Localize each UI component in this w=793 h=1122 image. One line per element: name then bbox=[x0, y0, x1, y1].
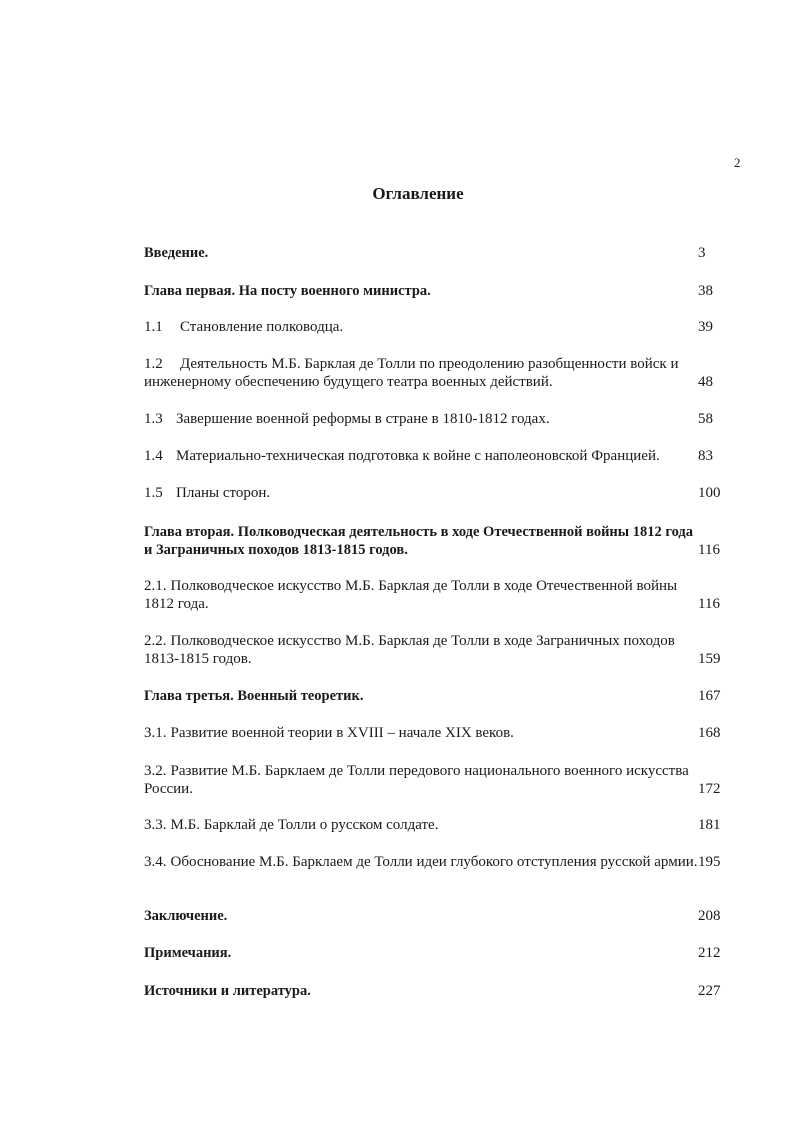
toc-entry bbox=[144, 762, 738, 798]
toc-entry-text bbox=[144, 907, 700, 925]
toc-entry-label: Глава вторая. Полководческая деятельность в ходе Отечественной войны 1812 года и Заграничных походов 1813-1815 годов. bbox=[144, 524, 693, 558]
toc-title: Оглавление bbox=[372, 184, 464, 203]
toc-entry-text bbox=[144, 577, 700, 613]
toc-entry-number: 1.2 bbox=[144, 356, 163, 372]
toc-entry-label: Источники и литература. bbox=[144, 983, 311, 999]
toc-entry bbox=[144, 816, 738, 834]
toc-entry bbox=[144, 523, 738, 559]
toc-entry-number: 1.4 bbox=[144, 448, 163, 464]
toc-entry bbox=[144, 687, 738, 705]
toc-entry bbox=[144, 484, 738, 502]
toc-entry-page: 38 bbox=[698, 283, 713, 299]
toc-entry-text bbox=[144, 816, 700, 834]
toc-entry-text bbox=[144, 484, 700, 502]
toc-entry-page: 100 bbox=[698, 485, 721, 501]
toc-entry bbox=[144, 447, 738, 465]
toc-entry-label: Примечания. bbox=[144, 945, 232, 961]
toc-entry-label: Материально-техническая подготовка к войне с наполеоновской Францией. bbox=[176, 448, 660, 464]
toc-entry-label: Деятельность М.Б. Барклая де Толли по преодолению разобщенности войск и инженерному обеспечению будущего театра военных действий. bbox=[144, 356, 679, 390]
toc-entry-label: Обоснование М.Б. Барклаем де Толли идеи глубокого отступления русской армии. bbox=[170, 854, 698, 870]
toc-entry-number: 3.4. bbox=[144, 854, 167, 870]
toc-entry bbox=[144, 410, 738, 428]
toc-entry-number: 3.2. bbox=[144, 763, 167, 779]
toc-entry-text bbox=[144, 982, 700, 1000]
toc-entry-label: Развитие военной теории в XVIII – начале XIX веков. bbox=[170, 725, 514, 741]
toc-entry-page: 116 bbox=[698, 542, 720, 558]
toc-entry-number: 3.1. bbox=[144, 725, 167, 741]
toc-entry-label: Глава первая. На посту военного министра. bbox=[144, 283, 431, 299]
toc-entry-page: 181 bbox=[698, 817, 721, 833]
toc-entry-page: 116 bbox=[698, 596, 720, 612]
toc-entry-text bbox=[144, 282, 700, 300]
toc-entry bbox=[144, 632, 738, 668]
page-number: 2 bbox=[734, 155, 741, 170]
toc-entry-label: Планы сторон. bbox=[176, 485, 271, 501]
toc-entry-page: 195 bbox=[698, 854, 721, 870]
toc-entry-label: Полководческое искусство М.Б. Барклая де Толли в ходе Отечественной войны 1812 года. bbox=[144, 578, 678, 612]
toc-entry-text bbox=[144, 687, 700, 705]
toc-entry-label: Полководческое искусство М.Б. Барклая де Толли в ходе Заграничных походов 1813-1815 годов. bbox=[144, 633, 675, 667]
toc-entry-text bbox=[144, 447, 700, 465]
toc-entry-label: Заключение. bbox=[144, 908, 228, 924]
toc-entry-text bbox=[144, 318, 700, 336]
toc-entry-page: 39 bbox=[698, 319, 713, 335]
toc-entry-page: 172 bbox=[698, 781, 721, 797]
toc-entry-page: 58 bbox=[698, 411, 713, 427]
toc-entry-page: 3 bbox=[698, 245, 706, 261]
toc-entry-label: Становление полководца. bbox=[180, 319, 344, 335]
toc-entry bbox=[144, 907, 738, 925]
toc-entry bbox=[144, 355, 738, 391]
toc-entry bbox=[144, 282, 738, 300]
toc-entry-label: Развитие М.Б. Барклаем де Толли передового национального военного искусства России. bbox=[144, 763, 689, 797]
toc-entry bbox=[144, 244, 738, 262]
toc-entry-number: 1.5 bbox=[144, 485, 163, 501]
toc-entry-text bbox=[144, 853, 700, 871]
toc-entry-page: 208 bbox=[698, 908, 721, 924]
toc-entry-page: 212 bbox=[698, 945, 721, 961]
toc-entry-page: 227 bbox=[698, 983, 721, 999]
toc-entry-number: 1.3 bbox=[144, 411, 163, 427]
toc-entry-page: 159 bbox=[698, 651, 721, 667]
toc-entry-number: 2.2. bbox=[144, 633, 167, 649]
toc-entry-number: 3.3. bbox=[144, 817, 167, 833]
toc-entry-text bbox=[144, 724, 700, 742]
toc-entry-label: Глава третья. Военный теоретик. bbox=[144, 688, 364, 704]
toc-entry-text bbox=[144, 244, 700, 262]
toc-entry-page: 168 bbox=[698, 725, 721, 741]
toc-entry-page: 167 bbox=[698, 688, 721, 704]
toc-entry bbox=[144, 318, 738, 336]
toc-entry-label: М.Б. Барклай де Толли о русском солдате. bbox=[170, 817, 439, 833]
toc-entry-page: 48 bbox=[698, 374, 713, 390]
toc-entry-text bbox=[144, 762, 700, 798]
toc-entry bbox=[144, 982, 738, 1000]
toc-entry-page: 83 bbox=[698, 448, 713, 464]
toc-entry-number: 1.1 bbox=[144, 319, 163, 335]
toc-entry-text bbox=[144, 355, 700, 391]
toc-entry bbox=[144, 577, 738, 613]
toc-entry-text bbox=[144, 410, 700, 428]
toc-entry bbox=[144, 944, 738, 962]
toc-entry bbox=[144, 853, 738, 871]
toc-entry-text bbox=[144, 944, 700, 962]
toc-entry-text bbox=[144, 523, 700, 559]
toc-entry-text bbox=[144, 632, 700, 668]
toc-entry-number: 2.1. bbox=[144, 578, 167, 594]
toc-entry-label: Завершение военной реформы в стране в 1810-1812 годах. bbox=[176, 411, 550, 427]
toc-entry bbox=[144, 724, 738, 742]
toc-entry-label: Введение. bbox=[144, 245, 209, 261]
